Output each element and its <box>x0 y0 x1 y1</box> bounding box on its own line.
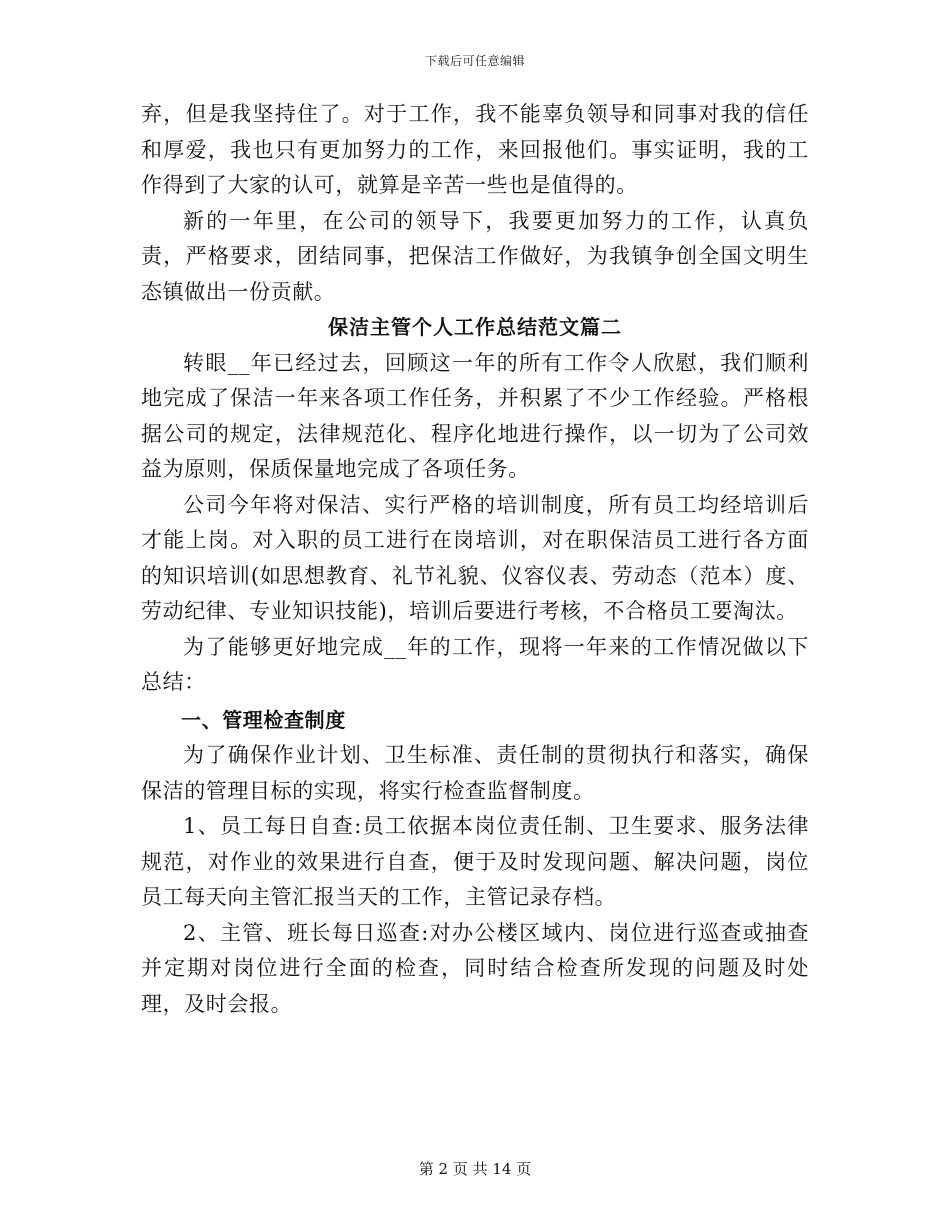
heading-management-inspection: 一、管理检查制度 <box>181 707 346 732</box>
paragraph-new-year: 新的一年里，在公司的领导下，我要更加努力的工作，认真负责，严格要求，团结同事，把保洁工作做好，为我镇争创全国文明生态镇做出一份贡献。 <box>141 208 809 304</box>
document-body <box>141 97 809 1022</box>
paragraph-summary-intro: 为了能够更好地完成__年的工作，现将一年来的工作情况做以下总结： <box>141 634 809 694</box>
paragraph-inspection-purpose: 为了确保作业计划、卫生标准、责任制的贯彻执行和落实，确保保洁的管理目标的实现，将实行检查监督制度。 <box>141 743 809 803</box>
page-header: 下载后可任意编辑 <box>424 54 525 68</box>
page-footer: 第 2 页 共 14 页 <box>418 1160 532 1178</box>
paragraph-continuation: 弃，但是我坚持住了。对于工作，我不能辜负领导和同事对我的信任和厚爱，我也只有更加努力的工作，来回报他们。事实证明，我的工作得到了大家的认可，就算是辛苦一些也是值得的。 <box>141 102 809 197</box>
section-title: 保洁主管个人工作总结范文篇二 <box>328 315 622 339</box>
paragraph-supervisor-patrol: 2、主管、班长每日巡查:对办公楼区域内、岗位进行巡查或抽查并定期对岗位进行全面的检查，同时结合检查所发现的问题及时处理，及时会报。 <box>141 920 809 1016</box>
paragraph-review: 转眼__年已经过去，回顾这一年的所有工作令人欣慰，我们顺利地完成了保洁一年来各项工作任务，并积累了不少工作经验。严格根据公司的规定，法律规范化、程序化地进行操作，以一切为了公司效益为原则，保质保量地完成了各项任务。 <box>141 350 809 481</box>
paragraph-training: 公司今年将对保洁、实行严格的培训制度，所有员工均经培训后才能上岗。对入职的员工进行在岗培训，对在职保洁员工进行各方面的知识培训(如思想教育、礼节礼貌、仪容仪表、劳动态（范本）度、劳动纪律、专业知识技能)，培训后要进行考核，不合格员工要淘汰。 <box>141 492 809 623</box>
paragraph-self-check: 1、员工每日自查:员工依据本岗位责任制、卫生要求、服务法律规范，对作业的效果进行自查，便于及时发现问题、解决问题，岗位员工每天向主管汇报当天的工作，主管记录存档。 <box>141 814 809 909</box>
